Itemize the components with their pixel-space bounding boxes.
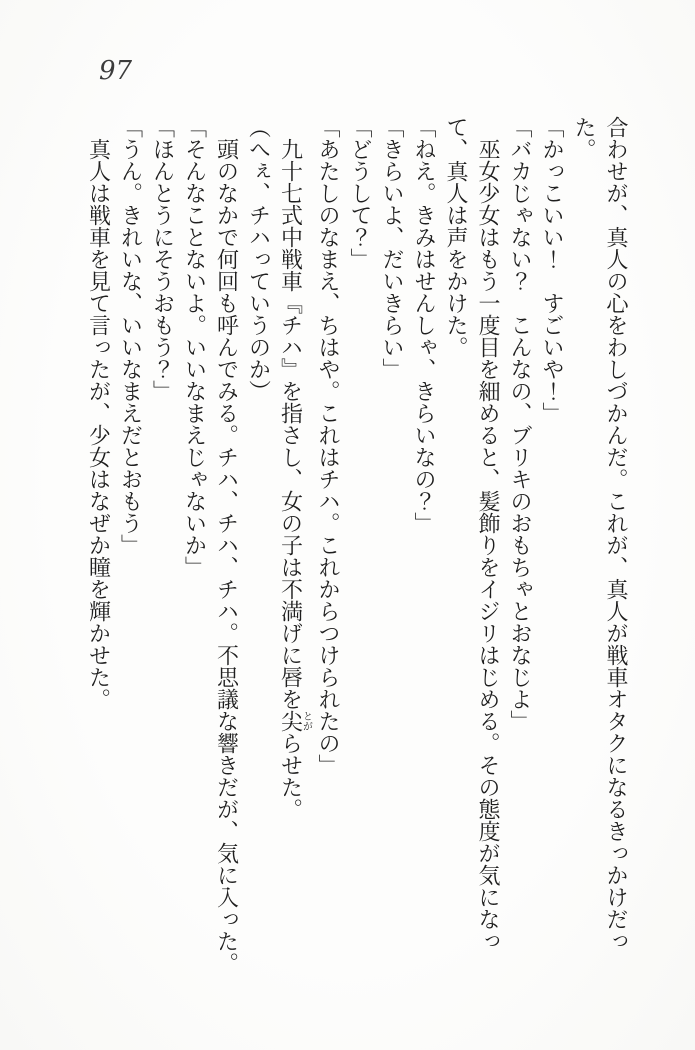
text-line: 「うん。きれいな、いいなまえだとおもう」 <box>117 116 143 556</box>
text-line: た。 <box>571 116 596 160</box>
ruby-annotated-char: 尖とが <box>277 710 312 732</box>
text-line: 「あたしのなまえ、ちはや。これはチハ。これからつけられたの」 <box>315 116 340 776</box>
text-line: 「かっこいい！ すごいや！」 <box>539 116 564 424</box>
vertical-text-block <box>82 116 632 982</box>
text-line: 頭のなかで何回も呼んでみる。チハ、チハ、チハ。不思議な響きだが、気に入った。 <box>213 138 239 974</box>
text-line: 「きらいよ、だいきらい」 <box>379 116 404 380</box>
text-line: 九十七式中戦車『チハ』を指さし、女の子は不満げに唇を尖とがらせた。 <box>277 138 312 820</box>
page-number: 97 <box>99 56 133 86</box>
text-line: 合わせが、真人の心をわしづかんだ。これが、真人が戦車オタクになるきっかけだっ <box>603 116 628 952</box>
text-line: 「そんなことないよ。いいなまえじゃないか」 <box>181 116 207 578</box>
text-line: 「バカじゃない？ こんなの、ブリキのおもちゃとおなじよ」 <box>507 116 532 732</box>
text-line: 「ほんとうにそうおもう？」 <box>149 116 175 402</box>
text-line: （へぇ、チハっていうのか） <box>245 116 271 402</box>
text-line: 巫女少女はもう一度目を細めると、髪飾りをイジリはじめる。その態度が気になっ <box>475 138 500 952</box>
text-line: 真人は戦車を見て言ったが、少女はなぜか瞳を輝かせた。 <box>85 138 111 710</box>
text-line: 「どうして？」 <box>347 116 372 270</box>
text-line: て、真人は声をかけた。 <box>443 116 468 358</box>
text-line: 「ねえ。きみはせんしゃ、きらいなの？」 <box>411 116 436 534</box>
ruby-reading: とが <box>300 710 312 732</box>
